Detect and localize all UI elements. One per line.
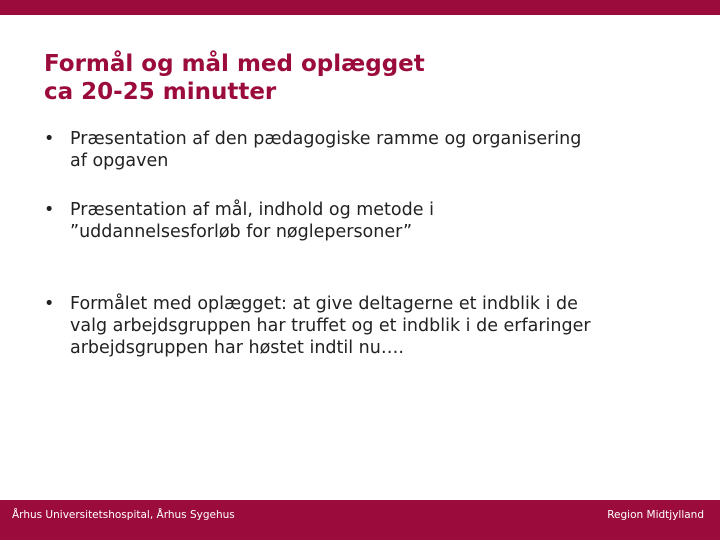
footer-bar bbox=[0, 500, 720, 540]
title-line-2: ca 20-25 minutter bbox=[44, 79, 277, 105]
bullet-line: af opgaven bbox=[70, 151, 169, 171]
footer-region-name: Region Midtjylland bbox=[607, 509, 704, 521]
top-brand-bar bbox=[0, 0, 720, 15]
slide-title bbox=[44, 50, 684, 106]
bullet-text bbox=[70, 293, 704, 359]
footer-hospital-name: Århus Universitetshospital, Århus Sygehus bbox=[12, 509, 235, 521]
bullet-text bbox=[70, 199, 704, 243]
bullet-line: Præsentation af den pædagogiske ramme og organisering bbox=[70, 129, 582, 149]
bullet-line: arbejdsgruppen har høstet indtil nu…. bbox=[70, 338, 404, 358]
bullet-dot: • bbox=[44, 294, 55, 314]
bullet-dot: • bbox=[44, 129, 55, 149]
bullet-line: valg arbejdsgruppen har truffet og et indblik i de erfaringer bbox=[70, 316, 591, 336]
bullet-line: ”uddannelsesforløb for nøglepersoner” bbox=[70, 222, 413, 242]
bullet-text bbox=[70, 128, 704, 172]
bullet-dot: • bbox=[44, 200, 55, 220]
bullet-line: Formålet med oplægget: at give deltagerne et indblik i de bbox=[70, 294, 578, 314]
title-line-1: Formål og mål med oplægget bbox=[44, 51, 425, 77]
bullet-line: Præsentation af mål, indhold og metode i bbox=[70, 200, 434, 220]
